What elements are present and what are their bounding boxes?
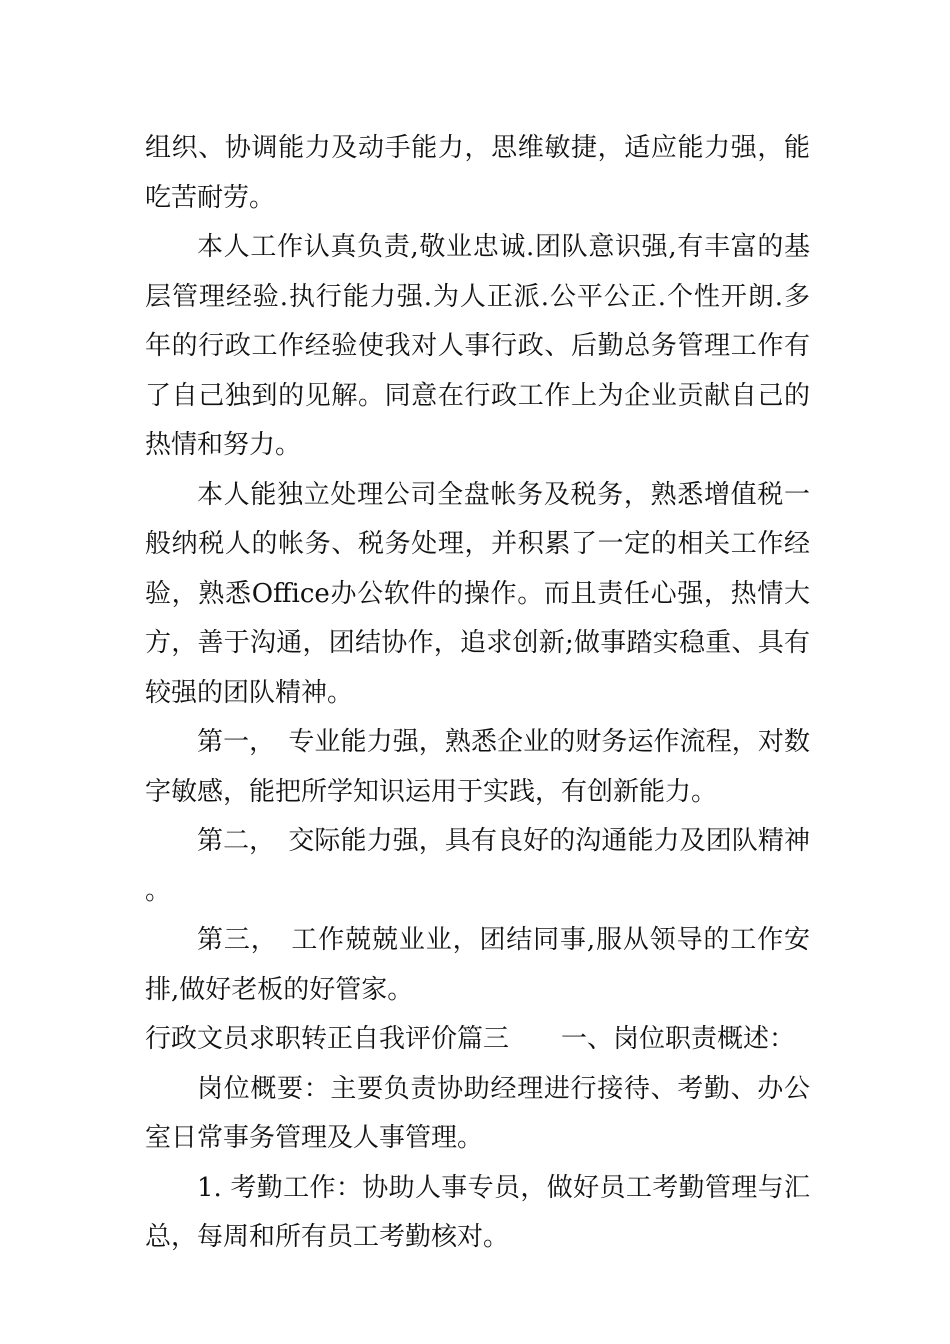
paragraph-5: 第二， 交际能力强，具有良好的沟通能力及团队精神。 <box>145 826 810 906</box>
paragraph-9: 1. 考勤工作：协助人事专员，做好员工考勤管理与汇总，每周和所有员工考勤核对。 <box>145 1172 810 1252</box>
paragraph-4: 第一， 专业能力强，熟悉企业的财务运作流程，对数字敏感，能把所学知识运用于实践，有创新能力。 <box>145 727 810 807</box>
paragraph-1: 组织、协调能力及动手能力，思维敏捷，适应能力强，能吃苦耐劳。 <box>145 133 810 213</box>
paragraph-2: 本人工作认真负责,敬业忠诚.团队意识强,有丰富的基层管理经验.执行能力强.为人正派.公平公正.个性开朗.多年的行政工作经验使我对人事行政、后勤总务管理工作有了自己独到的见解。同意在行政工作上为企业贡献自己的热情和努力。 <box>145 232 810 460</box>
paragraph-6: 第三， 工作兢兢业业，团结同事,服从领导的工作安排,做好老板的好管家。 <box>145 925 810 1005</box>
section-heading: 行政文员求职转正自我评价篇三 一、岗位职责概述： <box>145 1024 796 1054</box>
document-body <box>145 124 810 1263</box>
paragraph-8: 岗位概要：主要负责协助经理进行接待、考勤、办公室日常事务管理及人事管理。 <box>145 1073 810 1153</box>
paragraph-3: 本人能独立处理公司全盘帐务及税务，熟悉增值税一般纳税人的帐务、税务处理，并积累了一定的相关工作经验，熟悉Office办公软件的操作。而且责任心强，热情大方，善于沟通，团结协作，追求创新;做事踏实稳重、具有较强的团队精神。 <box>145 479 810 708</box>
